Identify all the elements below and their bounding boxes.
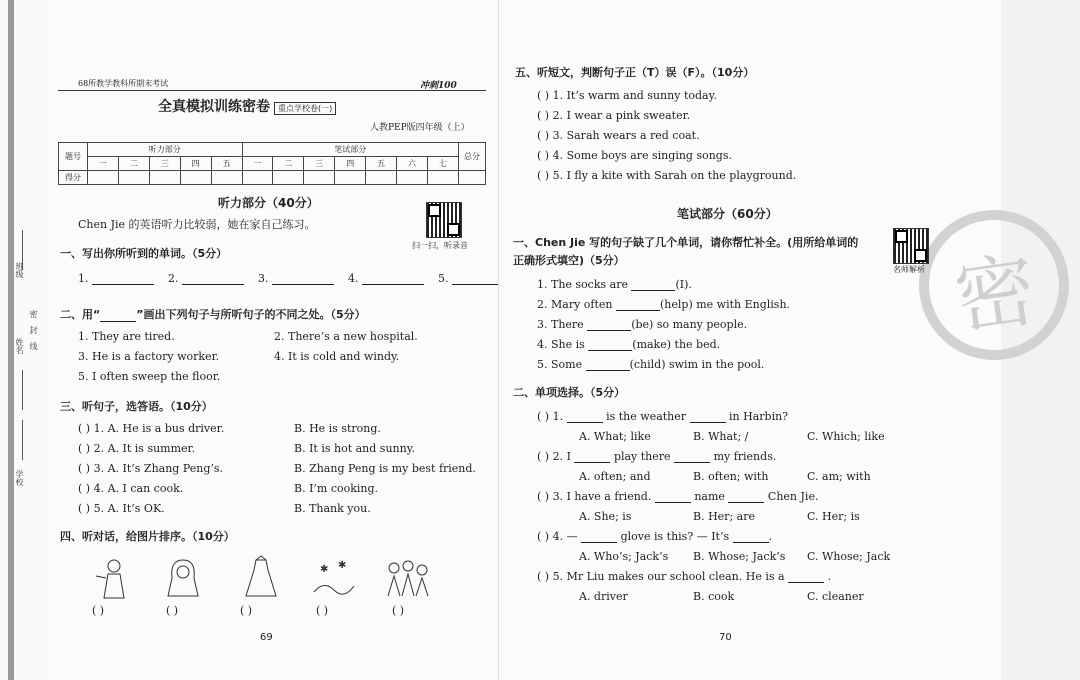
score-table [58,142,486,185]
paper-tag: 重点学校卷(一) [274,102,336,115]
svg-text:✱: ✱ [338,560,347,571]
col-label: 题号 [59,143,88,171]
qr-code-icon[interactable] [426,202,462,238]
fill-blank[interactable] [567,412,603,423]
section-2-title-b: ”画出下列句子与所听句子的不同之处。（5分） [136,308,366,321]
word-blank[interactable] [272,274,334,285]
s2-item: 3. He is a factory worker. [78,350,220,363]
mc-option[interactable]: C. Which; like [807,430,885,443]
w1-item-b: (be) so many people. [631,318,748,331]
w1-item-a: 3. There [537,318,584,331]
edition-label: 人教PEP版四年级（上） [370,123,470,133]
score-row-label: 得分 [59,171,88,185]
snow-scene-picture [310,556,356,600]
paper-title [158,96,336,116]
s5-row [537,149,732,162]
pic-paren[interactable]: ( ) [392,604,405,617]
total-header: 总分 [459,143,486,171]
s3-row [78,422,224,435]
w-col: 三 [304,157,335,171]
s5-item: 3. Sarah wears a red coat. [552,129,700,142]
section-1-title: 一、写出你所听到的单词。（5分） [60,247,228,260]
listening-heading: 听力部分（40分） [218,196,319,210]
children-playing-picture [384,556,430,600]
s5-row [537,169,796,182]
mc-option[interactable]: B. often; with [693,470,769,483]
mc-question [537,570,831,583]
paper-title-text: 全真模拟训练密卷 [158,99,270,115]
qr-caption: 名师解析 [893,265,925,274]
s3-row [78,462,223,475]
binding-gutter [0,0,49,680]
w1-item [537,338,720,351]
word-blank[interactable] [182,274,244,285]
answer-paren[interactable]: ( ) [537,89,550,102]
mc-option[interactable]: B. Whose; Jack’s [693,550,786,563]
blank-num: 3. [258,272,269,285]
mc-q-part: 5. Mr Liu makes our school clean. He is a [552,570,785,583]
w1-item-a: 2. Mary often [537,298,613,311]
mc-option[interactable]: C. Her; is [807,510,860,523]
blank-num: 1. [78,272,89,285]
answer-paren[interactable]: ( ) [537,410,550,423]
s2-item: 5. I often sweep the floor. [78,370,221,383]
answer-paren[interactable]: ( ) [78,442,91,455]
mc-option[interactable]: A. She; is [579,510,632,523]
section-2-title [60,306,366,322]
mc-q-part: play there [613,450,671,463]
s3-row [78,482,183,495]
answer-paren[interactable]: ( ) [537,129,550,142]
fill-blank[interactable] [588,340,632,351]
writing-1-title-a: 一、Chen Jie 写的句子缺了几个单词，请你帮忙补全。(用所给单词的 [513,236,859,249]
mc-option[interactable]: C. cleaner [807,590,864,603]
w1-item-b: (child) swim in the pool. [629,358,765,371]
fill-blank[interactable] [733,532,769,543]
qr-caption: 扫一扫，听录音 [412,241,468,250]
mc-q-part: is the weather [606,410,687,423]
word-blank[interactable] [362,274,424,285]
pic-paren[interactable]: ( ) [240,604,253,617]
mc-q-part: Chen Jie. [767,490,819,503]
mc-question [537,530,772,543]
fill-blank[interactable] [631,280,675,291]
answer-paren[interactable]: ( ) [537,450,550,463]
writing-1-title-b: 正确形式填空)（5分） [513,254,625,267]
intro-text: Chen Jie 的英语听力比较弱，她在家自己练习。 [78,218,316,231]
s3-option-b: B. I’m cooking. [294,482,379,495]
answer-paren[interactable]: ( ) [537,149,550,162]
w1-item-b: (help) me with English. [660,298,791,311]
s2-item: 4. It is cold and windy. [274,350,400,363]
mc-question [537,490,818,503]
score-cell[interactable] [88,171,119,185]
mc-option[interactable]: C. am; with [807,470,871,483]
w1-item-a: 4. She is [537,338,585,351]
w1-item [537,318,747,331]
s3-option-a: 5. A. It’s OK. [93,502,165,515]
s3-option-b: B. Zhang Peng is my best friend. [294,462,476,475]
w-col: 五 [366,157,397,171]
s2-item: 2. There’s a new hospital. [274,330,418,343]
mc-option[interactable]: A. What; like [579,430,651,443]
s3-option-a: 3. A. It’s Zhang Peng’s. [93,462,224,475]
s3-option-a: 2. A. It is summer. [93,442,196,455]
mc-question [537,410,788,423]
school-label: 学校 [15,470,24,486]
s5-row [537,129,700,142]
score-cell[interactable] [304,171,335,185]
fill-blank[interactable] [587,320,631,331]
answer-paren[interactable]: ( ) [537,530,550,543]
mc-q-part: my friends. [713,450,777,463]
fill-blank[interactable] [586,360,630,371]
exam-series: 68所教学教科所期末考试 [78,79,169,88]
s3-option-b: B. It is hot and sunny. [294,442,415,455]
l-col: 一 [88,157,119,171]
confidential-stamp: 密 [909,200,1078,369]
score-cell[interactable] [273,171,304,185]
w-col: 一 [242,157,273,171]
fill-blank[interactable] [581,532,617,543]
man-picture [92,556,138,600]
w1-item-a: 5. Some [537,358,583,371]
s3-option-b: B. He is strong. [294,422,381,435]
cut-marks: 密 封 线 [29,310,38,350]
header-rule [58,90,486,91]
section-4-title: 四、听对话，给图片排序。（10分） [60,530,235,543]
dress-picture [238,556,284,600]
s5-item: 4. Some boys are singing songs. [552,149,732,162]
s3-option-b: B. Thank you. [294,502,371,515]
w1-item [537,298,790,311]
mc-q-part: name [694,490,725,503]
mc-option[interactable]: A. often; and [579,470,651,483]
w1-item-b: (I). [675,278,692,291]
answer-paren[interactable]: ( ) [78,462,91,475]
score-cell[interactable] [149,171,180,185]
w1-item [537,358,764,371]
score-cell[interactable] [459,171,486,185]
mc-q-part: in Harbin? [729,410,789,423]
answer-paren[interactable]: ( ) [537,169,550,182]
name-label: 姓名 [15,338,24,354]
s3-option-a: 4. A. I can cook. [93,482,184,495]
word-blank[interactable] [92,274,154,285]
section-3-title: 三、听句子，选答语。（10分） [60,400,213,413]
w-col: 四 [335,157,366,171]
blank-num: 2. [168,272,179,285]
w-col: 七 [427,157,458,171]
fill-blank[interactable] [674,452,710,463]
s5-item: 2. I wear a pink sweater. [552,109,691,122]
section-5-title: 五、听短文，判断句子正（T）误（F）。（10分） [515,66,755,79]
score-cell[interactable] [180,171,211,185]
mc-q-part: 4. — [552,530,578,543]
fill-blank[interactable] [728,492,764,503]
s3-row [78,502,165,515]
l-col: 三 [149,157,180,171]
svg-text:✱: ✱ [320,564,329,575]
mc-q-part: glove is this? — It’s [620,530,730,543]
score-cell[interactable] [211,171,242,185]
blank-num: 4. [348,272,359,285]
page-number: 69 [260,632,273,643]
writing-heading: 笔试部分（60分） [677,207,778,221]
s5-row [537,89,717,102]
fill-blank[interactable] [690,412,726,423]
score-cell[interactable] [242,171,273,185]
mc-q-part: 1. [552,410,564,423]
qr-code-icon[interactable] [893,228,929,264]
school-line [22,420,23,460]
score-cell[interactable] [118,171,149,185]
l-col: 四 [180,157,211,171]
s5-item: 1. It’s warm and sunny today. [552,89,717,102]
mc-option[interactable]: B. What; / [693,430,749,443]
l-col: 五 [211,157,242,171]
fill-blank[interactable] [655,492,691,503]
w1-item [537,278,692,291]
mc-option[interactable]: C. Whose; Jack [807,550,891,563]
w-col: 六 [397,157,428,171]
underline-sample [100,311,136,322]
w1-item-a: 1. The socks are [537,278,628,291]
pic-paren[interactable]: ( ) [166,604,179,617]
blank-num: 5. [438,272,449,285]
mc-option[interactable]: A. driver [579,590,628,603]
page-number: 70 [719,632,732,643]
s3-row [78,442,195,455]
mc-option[interactable]: B. cook [693,590,735,603]
answer-paren[interactable]: ( ) [537,570,550,583]
writing-2-title: 二、单项选择。（5分） [513,386,626,399]
mc-question [537,450,776,463]
pic-paren[interactable]: ( ) [92,604,105,617]
mc-q-part: 2. I [552,450,571,463]
score-cell[interactable] [335,171,366,185]
brand-logo: 冲刺100 [420,81,457,91]
answer-paren[interactable]: ( ) [537,109,550,122]
s5-item: 5. I fly a kite with Sarah on the playground. [552,169,797,182]
w-col: 二 [273,157,304,171]
fill-blank[interactable] [574,452,610,463]
class-label: 班级 [15,262,24,278]
writing-part-header: 笔试部分 [242,143,458,157]
word-blanks [78,272,514,285]
score-cell[interactable] [366,171,397,185]
w1-item-b: (make) the bed. [632,338,721,351]
score-cell[interactable] [427,171,458,185]
mc-q-part: 3. I have a friend. [552,490,652,503]
l-col: 二 [118,157,149,171]
s2-item: 1. They are tired. [78,330,175,343]
fill-blank[interactable] [616,300,660,311]
page-70 [498,0,1042,680]
answer-paren[interactable]: ( ) [537,490,550,503]
name-line [22,370,23,410]
page-69 [48,0,498,680]
mc-option[interactable]: B. Her; are [693,510,755,523]
answer-paren[interactable]: ( ) [78,502,91,515]
score-cell[interactable] [397,171,428,185]
mc-option[interactable]: A. Who’s; Jack’s [579,550,669,563]
fill-blank[interactable] [788,572,824,583]
listening-part-header: 听力部分 [88,143,243,157]
s5-row [537,109,690,122]
mc-q-part: . [768,530,773,543]
section-2-title-a: 二、用“ [60,308,101,321]
answer-paren[interactable]: ( ) [78,422,91,435]
pic-paren[interactable]: ( ) [316,604,329,617]
s3-option-a: 1. A. He is a bus driver. [93,422,225,435]
mc-q-part: . [827,570,832,583]
girl-picture [160,556,206,600]
answer-paren[interactable]: ( ) [78,482,91,495]
